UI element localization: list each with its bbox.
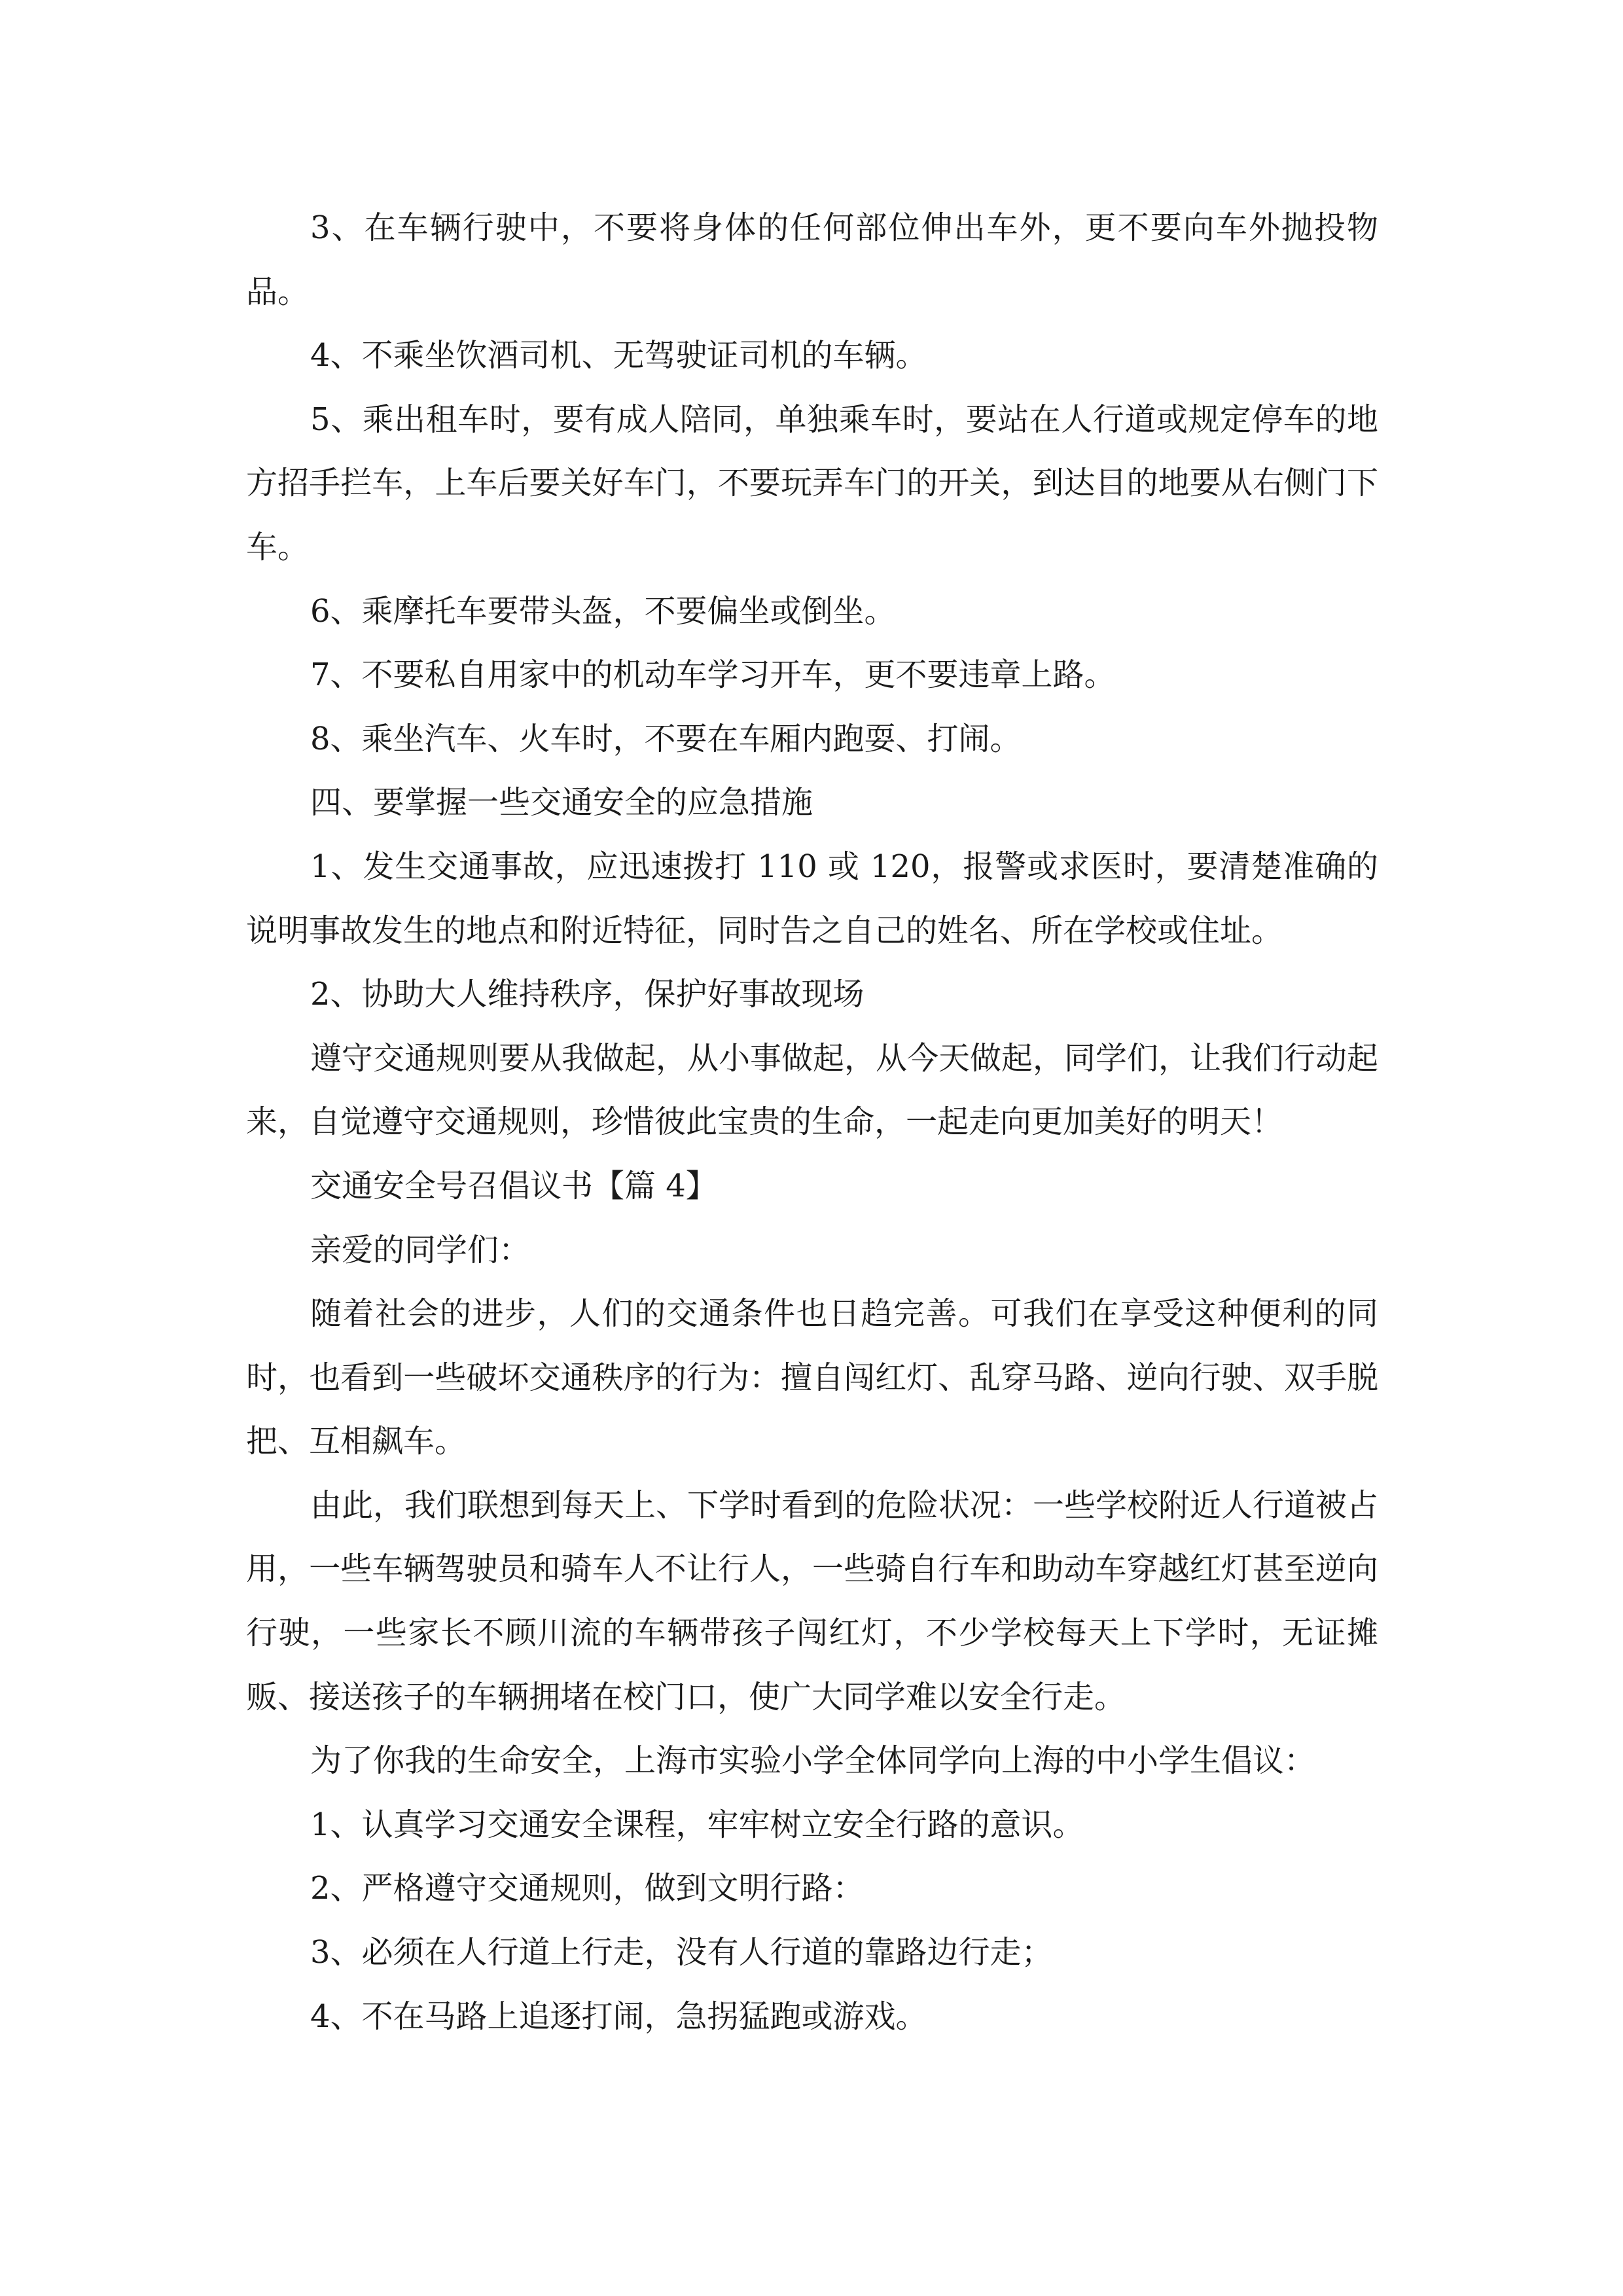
document-page bbox=[246, 196, 1378, 2049]
paragraph-rule-4: 4、不乘坐饮酒司机、无驾驶证司机的车辆。 bbox=[310, 337, 927, 374]
proposal-item-4: 4、不在马路上追逐打闹，急拐猛跑或游戏。 bbox=[310, 1998, 927, 2035]
paragraph-rule-5: 5、乘出租车时，要有成人陪同，单独乘车时，要站在人行道或规定停车的地方招手拦车，上车后要关好车门，不要玩弄车门的开关，到达目的地要从右侧门下车。 bbox=[246, 401, 1378, 565]
paragraph-emergency-1: 1、发生交通事故，应迅速拨打 110 或 120，报警或求医时，要清楚准确的说明事故发生的地点和附近特征，同时告之自己的姓名、所在学校或住址。 bbox=[246, 848, 1378, 949]
paragraph-rule-6: 6、乘摩托车要带头盔，不要偏坐或倒坐。 bbox=[310, 592, 896, 630]
section-heading-emergency: 四、要掌握一些交通安全的应急措施 bbox=[310, 784, 813, 821]
proposal-item-1: 1、认真学习交通安全课程，牢牢树立安全行路的意识。 bbox=[310, 1806, 1084, 1843]
paragraph-rule-7: 7、不要私自用家中的机动车学习开车，更不要违章上路。 bbox=[310, 656, 1116, 694]
paragraph-intro: 随着社会的进步，人们的交通条件也日趋完善。可我们在享受这种便利的同时，也看到一些破坏交通秩序的行为：擅自闯红灯、乱穿马路、逆向行驶、双手脱把、互相飙车。 bbox=[246, 1295, 1378, 1460]
proposal-item-3: 3、必须在人行道上行走，没有人行道的靠路边行走； bbox=[310, 1934, 1053, 1971]
salutation: 亲爱的同学们： bbox=[310, 1231, 531, 1268]
paragraph-rule-8: 8、乘坐汽车、火车时，不要在车厢内跑耍、打闹。 bbox=[310, 720, 1022, 757]
paragraph-conclusion: 遵守交通规则要从我做起，从小事做起，从今天做起，同学们，让我们行动起来，自觉遵守交通规则，珍惜彼此宝贵的生命，一起走向更加美好的明天！ bbox=[246, 1039, 1379, 1141]
paragraph-emergency-2: 2、协助大人维持秩序，保护好事故现场 bbox=[310, 976, 865, 1013]
article-title-part-4: 交通安全号召倡议书【篇 4】 bbox=[310, 1167, 717, 1204]
proposal-item-2: 2、严格遵守交通规则，做到文明行路： bbox=[310, 1870, 865, 1907]
paragraph-dangers: 由此，我们联想到每天上、下学时看到的危险状况：一些学校附近人行道被占用，一些车辆驾驶员和骑车人不让行人，一些骑自行车和助动车穿越红灯甚至逆向行驶，一些家长不顾川流的车辆带孩子闯红灯，不少学校每天上下学时，无证摊贩、接送孩子的车辆拥堵在校门口，使广大同学难以安全行走。 bbox=[246, 1486, 1379, 1715]
paragraph-rule-3: 3、在车辆行驶中，不要将身体的任何部位伸出车外，更不要向车外抛投物品。 bbox=[246, 209, 1378, 310]
paragraph-proposal: 为了你我的生命安全，上海市实验小学全体同学向上海的中小学生倡议： bbox=[310, 1742, 1316, 1780]
